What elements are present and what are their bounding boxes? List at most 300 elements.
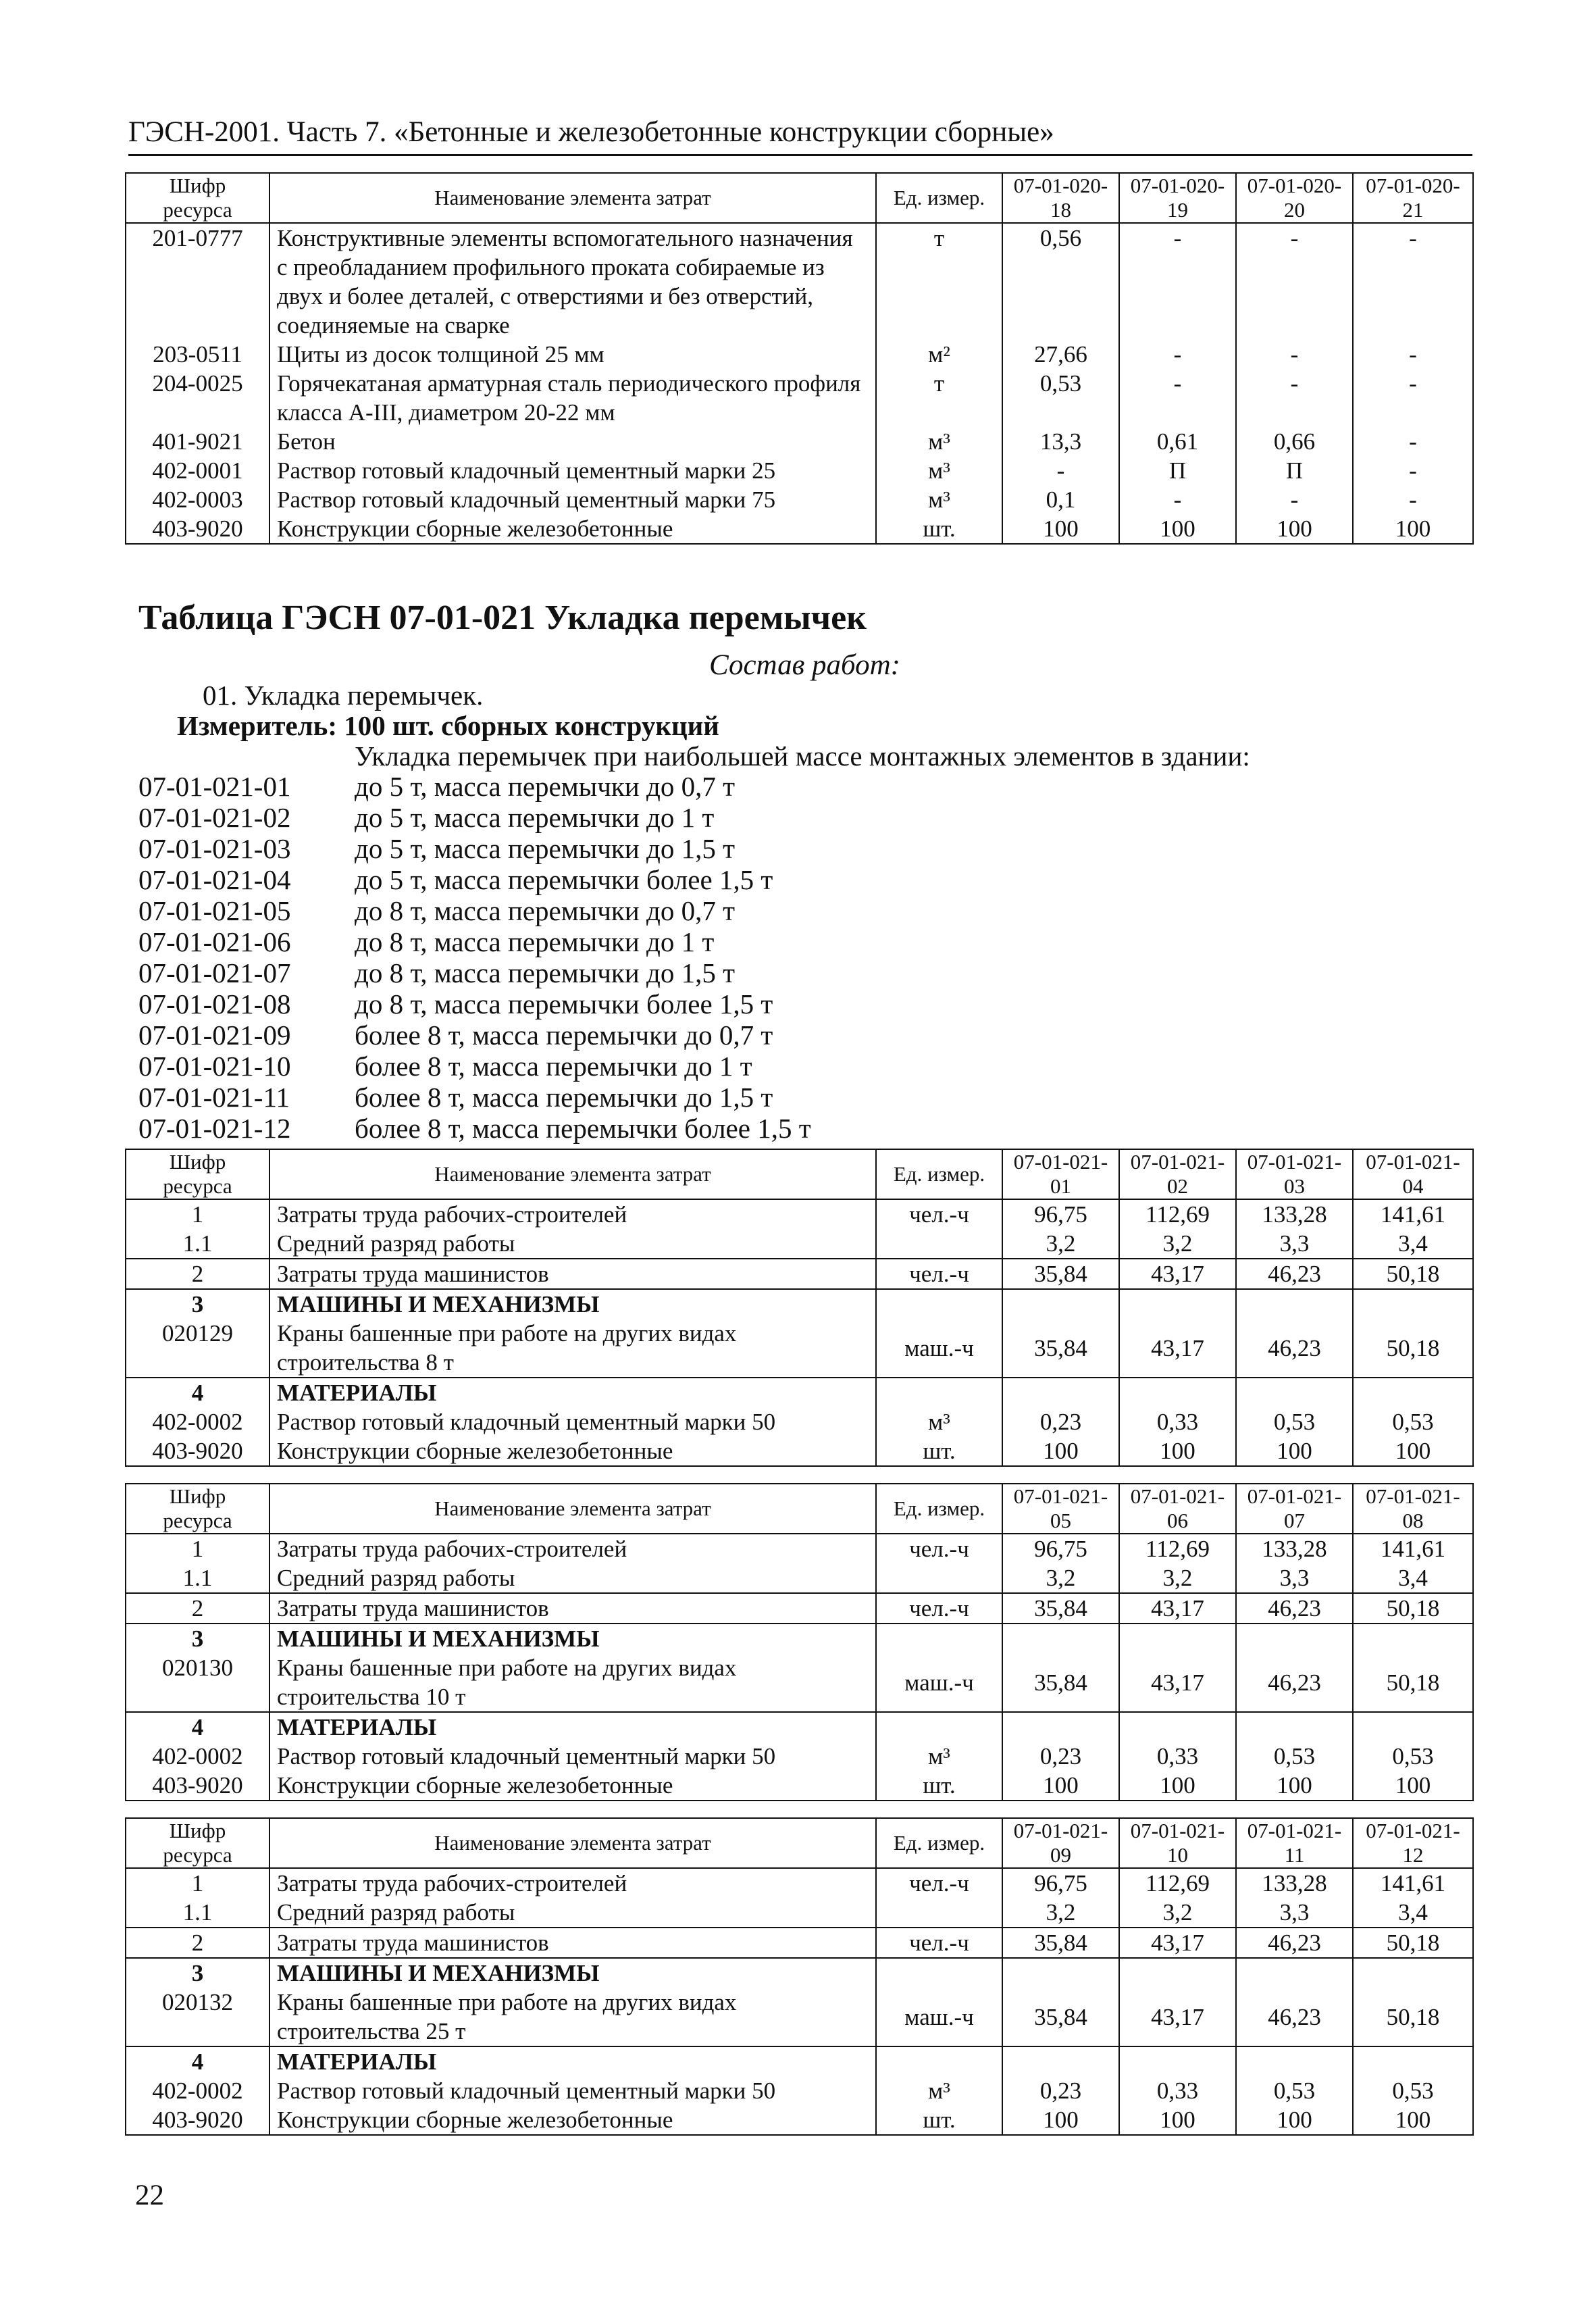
table-row — [126, 369, 1473, 427]
row-code: 4 — [126, 2046, 269, 2076]
row-name: Раствор готовый кладочный цементный марки 75 — [269, 485, 876, 514]
row-name: Краны башенные при работе на других видах строительства 8 т — [269, 1319, 876, 1378]
table-header-row — [126, 1149, 1473, 1199]
row-unit — [876, 2046, 1002, 2076]
row-code: 3 — [126, 1624, 269, 1653]
row-name: Конструкции сборные железобетонные — [269, 1771, 876, 1801]
list-item — [138, 770, 735, 803]
row-name: Раствор готовый кладочный цементный марки 50 — [269, 1407, 876, 1436]
row-unit — [876, 1229, 1002, 1259]
col-header-unit: Ед. измер. — [876, 1818, 1002, 1868]
col-header-variant: 07-01-021-05 — [1002, 1484, 1119, 1534]
row-value — [1002, 1712, 1119, 1742]
row-value: 3,2 — [1119, 1898, 1236, 1928]
row-value: 43,17 — [1119, 1259, 1236, 1289]
row-value: 96,75 — [1002, 1534, 1119, 1563]
row-name: Конструктивные элементы вспомогательного назначения с преобладанием профильного проката собираемые из двух и более деталей, с отверстиями и без отверстий, соединяемые на сварке — [269, 223, 876, 340]
table-row — [126, 1742, 1473, 1771]
row-name: Затраты труда рабочих-строителей — [269, 1199, 876, 1229]
row-name: Бетон — [269, 427, 876, 456]
row-value: 46,23 — [1236, 1259, 1353, 1289]
row-value — [1236, 1289, 1353, 1319]
row-value — [1353, 1378, 1473, 1407]
table-row — [126, 1259, 1473, 1289]
row-value: 100 — [1353, 514, 1473, 544]
row-value: 0,53 — [1353, 2076, 1473, 2105]
table-row — [126, 427, 1473, 456]
row-value: 141,61 — [1353, 1868, 1473, 1898]
row-value: 46,23 — [1236, 1653, 1353, 1712]
row-code: 401-9021 — [126, 427, 269, 456]
row-unit: т — [876, 223, 1002, 340]
col-header-code: Шифр ресурса — [126, 1818, 269, 1868]
col-header-unit: Ед. измер. — [876, 1149, 1002, 1199]
row-value: П — [1236, 456, 1353, 485]
row-unit — [876, 1289, 1002, 1319]
row-name: Средний разряд работы — [269, 1563, 876, 1593]
row-code: 3 — [126, 1289, 269, 1319]
row-code: 403-9020 — [126, 1771, 269, 1801]
row-value: 0,53 — [1002, 369, 1119, 427]
row-value: 46,23 — [1236, 1988, 1353, 2046]
row-value: 0,23 — [1002, 1742, 1119, 1771]
row-code: 201-0777 — [126, 223, 269, 340]
row-value: 100 — [1353, 1771, 1473, 1801]
variant-text: до 8 т, масса перемычки до 0,7 т — [355, 895, 735, 926]
row-value: - — [1119, 223, 1236, 340]
row-value: 50,18 — [1353, 1653, 1473, 1712]
col-header-name: Наименование элемента затрат — [269, 1818, 876, 1868]
row-value: 46,23 — [1236, 1928, 1353, 1958]
row-value — [1119, 2046, 1236, 2076]
work-item: 01. Укладка перемычек. — [203, 680, 484, 711]
variant-code: 07-01-021-05 — [138, 895, 291, 926]
row-code: 1 — [126, 1534, 269, 1563]
table-row — [126, 1928, 1473, 1958]
row-code: 203-0511 — [126, 340, 269, 369]
row-value: 100 — [1236, 1436, 1353, 1466]
list-item — [138, 832, 735, 865]
table-row — [126, 1868, 1473, 1898]
table-row — [126, 1436, 1473, 1466]
row-name: МАШИНЫ И МЕХАНИЗМЫ — [269, 1958, 876, 1988]
table-row — [126, 1771, 1473, 1801]
row-value — [1119, 1958, 1236, 1988]
row-value: 50,18 — [1353, 1988, 1473, 2046]
row-value: 43,17 — [1119, 1593, 1236, 1624]
variant-code: 07-01-021-11 — [138, 1082, 290, 1113]
variant-code: 07-01-021-07 — [138, 957, 291, 988]
row-value: 50,18 — [1353, 1259, 1473, 1289]
row-value — [1236, 1624, 1353, 1653]
variant-code: 07-01-021-02 — [138, 802, 291, 833]
row-value — [1119, 1712, 1236, 1742]
variant-code: 07-01-021-08 — [138, 988, 291, 1020]
row-value: 0,53 — [1353, 1742, 1473, 1771]
row-value: 0,33 — [1119, 2076, 1236, 2105]
resource-table-020 — [125, 172, 1474, 545]
col-header-variant: 07-01-021-11 — [1236, 1818, 1353, 1868]
row-value: 35,84 — [1002, 1593, 1119, 1624]
row-name: Краны башенные при работе на других видах строительства 25 т — [269, 1988, 876, 2046]
table-row — [126, 1319, 1473, 1378]
row-unit: шт. — [876, 514, 1002, 544]
row-value: - — [1353, 456, 1473, 485]
row-unit: чел.-ч — [876, 1534, 1002, 1563]
row-unit: м³ — [876, 1742, 1002, 1771]
row-code: 1.1 — [126, 1563, 269, 1593]
row-unit: шт. — [876, 1771, 1002, 1801]
row-value: 100 — [1236, 1771, 1353, 1801]
list-item — [138, 1081, 773, 1113]
variant-text: до 5 т, масса перемычки до 0,7 т — [355, 771, 735, 802]
section-row — [126, 1624, 1473, 1653]
row-name: Затраты труда рабочих-строителей — [269, 1534, 876, 1563]
row-unit: м³ — [876, 1407, 1002, 1436]
work-composition-label: Состав работ: — [709, 649, 900, 681]
table-row — [126, 1534, 1473, 1563]
table-row — [126, 1653, 1473, 1712]
table-row — [126, 2105, 1473, 2135]
row-value: - — [1236, 223, 1353, 340]
row-value: 35,84 — [1002, 1259, 1119, 1289]
row-unit: м³ — [876, 485, 1002, 514]
row-unit: чел.-ч — [876, 1928, 1002, 1958]
row-code: 1 — [126, 1199, 269, 1229]
row-value: 141,61 — [1353, 1534, 1473, 1563]
row-value — [1119, 1289, 1236, 1319]
col-header-variant: 07-01-021-06 — [1119, 1484, 1236, 1534]
col-header-variant: 07-01-020-18 — [1002, 173, 1119, 223]
row-name: Затраты труда машинистов — [269, 1593, 876, 1624]
col-header-variant: 07-01-021-07 — [1236, 1484, 1353, 1534]
row-value: 50,18 — [1353, 1593, 1473, 1624]
col-header-variant: 07-01-020-19 — [1119, 173, 1236, 223]
row-unit: м² — [876, 340, 1002, 369]
row-value: 35,84 — [1002, 1319, 1119, 1378]
row-value: 43,17 — [1119, 1988, 1236, 2046]
row-value: 3,2 — [1119, 1229, 1236, 1259]
row-value: - — [1353, 340, 1473, 369]
table-header-row — [126, 1818, 1473, 1868]
row-name: Средний разряд работы — [269, 1229, 876, 1259]
table-row — [126, 340, 1473, 369]
row-value: 100 — [1236, 514, 1353, 544]
col-header-variant: 07-01-021-01 — [1002, 1149, 1119, 1199]
row-code: 402-0002 — [126, 1742, 269, 1771]
running-header: ГЭСН-2001. Часть 7. «Бетонные и железобетонные конструкции сборные» — [128, 115, 1472, 156]
row-value — [1002, 1378, 1119, 1407]
row-value: 43,17 — [1119, 1653, 1236, 1712]
row-unit: м³ — [876, 2076, 1002, 2105]
row-value: 100 — [1002, 2105, 1119, 2135]
table-row — [126, 223, 1473, 340]
row-value: - — [1119, 485, 1236, 514]
row-value: 3,3 — [1236, 1229, 1353, 1259]
row-name: Конструкции сборные железобетонные — [269, 2105, 876, 2135]
section-row — [126, 1378, 1473, 1407]
row-code: 403-9020 — [126, 2105, 269, 2135]
norm-table-1 — [125, 1149, 1474, 1467]
row-value — [1002, 1289, 1119, 1319]
row-value — [1353, 1289, 1473, 1319]
table-header-row — [126, 1484, 1473, 1534]
row-name: МАТЕРИАЛЫ — [269, 1378, 876, 1407]
row-value — [1236, 1378, 1353, 1407]
row-unit — [876, 1378, 1002, 1407]
row-value: 100 — [1002, 1771, 1119, 1801]
row-name: Раствор готовый кладочный цементный марки 50 — [269, 1742, 876, 1771]
row-name: Конструкции сборные железобетонные — [269, 514, 876, 544]
row-value: 43,17 — [1119, 1928, 1236, 1958]
col-header-variant: 07-01-021-09 — [1002, 1818, 1119, 1868]
section-row — [126, 1958, 1473, 1988]
row-value — [1236, 2046, 1353, 2076]
row-value: 0,56 — [1002, 223, 1119, 340]
variant-text: более 8 т, масса перемычки более 1,5 т — [355, 1113, 811, 1144]
col-header-variant: 07-01-021-04 — [1353, 1149, 1473, 1199]
row-code: 402-0003 — [126, 485, 269, 514]
col-header-variant: 07-01-021-12 — [1353, 1818, 1473, 1868]
row-unit: т — [876, 369, 1002, 427]
row-value — [1353, 2046, 1473, 2076]
row-code: 402-0001 — [126, 456, 269, 485]
row-value: - — [1119, 369, 1236, 427]
row-value: 3,4 — [1353, 1563, 1473, 1593]
row-value: 112,69 — [1119, 1199, 1236, 1229]
row-value — [1002, 1624, 1119, 1653]
row-code: 403-9020 — [126, 1436, 269, 1466]
row-value — [1002, 1958, 1119, 1988]
list-item — [138, 1050, 752, 1082]
row-value: 141,61 — [1353, 1199, 1473, 1229]
row-value: 3,2 — [1002, 1229, 1119, 1259]
row-value: 112,69 — [1119, 1534, 1236, 1563]
row-code: 204-0025 — [126, 369, 269, 427]
variant-code: 07-01-021-12 — [138, 1113, 291, 1144]
row-value — [1236, 1958, 1353, 1988]
row-value: 0,53 — [1353, 1407, 1473, 1436]
row-value: 0,66 — [1236, 427, 1353, 456]
variant-text: более 8 т, масса перемычки до 1 т — [355, 1051, 752, 1082]
section-row — [126, 2046, 1473, 2076]
row-code: 020129 — [126, 1319, 269, 1378]
row-name: Раствор готовый кладочный цементный марки 50 — [269, 2076, 876, 2105]
row-value — [1353, 1712, 1473, 1742]
row-value: 0,61 — [1119, 427, 1236, 456]
row-value: - — [1236, 369, 1353, 427]
row-value: - — [1353, 485, 1473, 514]
row-unit — [876, 1563, 1002, 1593]
row-value — [1119, 1378, 1236, 1407]
row-value: 0,23 — [1002, 2076, 1119, 2105]
row-value: 3,2 — [1002, 1898, 1119, 1928]
row-value: 50,18 — [1353, 1928, 1473, 1958]
row-code: 1.1 — [126, 1898, 269, 1928]
variant-code: 07-01-021-10 — [138, 1051, 291, 1082]
section-row — [126, 1712, 1473, 1742]
table-row — [126, 2076, 1473, 2105]
row-unit: шт. — [876, 1436, 1002, 1466]
row-value: 100 — [1353, 1436, 1473, 1466]
table-row — [126, 456, 1473, 485]
row-value: - — [1353, 369, 1473, 427]
row-code: 402-0002 — [126, 2076, 269, 2105]
variant-text: до 5 т, масса перемычки до 1 т — [355, 802, 715, 833]
row-name: Щиты из досок толщиной 25 мм — [269, 340, 876, 369]
table-row — [126, 1898, 1473, 1928]
col-header-variant: 07-01-020-20 — [1236, 173, 1353, 223]
row-value: 35,84 — [1002, 1928, 1119, 1958]
row-value: - — [1236, 340, 1353, 369]
row-value: 35,84 — [1002, 1988, 1119, 2046]
row-value: 100 — [1119, 2105, 1236, 2135]
row-name: МАШИНЫ И МЕХАНИЗМЫ — [269, 1624, 876, 1653]
row-code: 2 — [126, 1593, 269, 1624]
col-header-variant: 07-01-021-03 — [1236, 1149, 1353, 1199]
row-value: 35,84 — [1002, 1653, 1119, 1712]
col-header-variant: 07-01-020-21 — [1353, 173, 1473, 223]
row-value — [1353, 1958, 1473, 1988]
row-value: 3,3 — [1236, 1898, 1353, 1928]
row-code: 402-0002 — [126, 1407, 269, 1436]
list-item — [138, 863, 773, 896]
col-header-variant: 07-01-021-08 — [1353, 1484, 1473, 1534]
row-value: 96,75 — [1002, 1199, 1119, 1229]
row-value: 3,4 — [1353, 1898, 1473, 1928]
table-row — [126, 1407, 1473, 1436]
row-value — [1353, 1624, 1473, 1653]
row-unit — [876, 1958, 1002, 1988]
variant-code: 07-01-021-04 — [138, 864, 291, 895]
row-value: 0,33 — [1119, 1742, 1236, 1771]
row-value: 0,33 — [1119, 1407, 1236, 1436]
row-value: 50,18 — [1353, 1319, 1473, 1378]
row-value: 3,4 — [1353, 1229, 1473, 1259]
row-name: Затраты труда машинистов — [269, 1259, 876, 1289]
row-value: 0,23 — [1002, 1407, 1119, 1436]
variant-code: 07-01-021-03 — [138, 833, 291, 864]
table-row — [126, 1199, 1473, 1229]
row-value: 0,53 — [1236, 1407, 1353, 1436]
col-header-unit: Ед. измер. — [876, 173, 1002, 223]
row-value: 112,69 — [1119, 1868, 1236, 1898]
row-name: Раствор готовый кладочный цементный марки 25 — [269, 456, 876, 485]
col-header-code: Шифр ресурса — [126, 1149, 269, 1199]
row-code: 4 — [126, 1378, 269, 1407]
variant-code: 07-01-021-01 — [138, 771, 291, 802]
intro-line: Укладка перемычек при наибольшей массе монтажных элементов в здании: — [355, 740, 1250, 772]
table-row — [126, 1988, 1473, 2046]
list-item — [138, 895, 735, 927]
row-value: 3,3 — [1236, 1563, 1353, 1593]
list-item — [138, 988, 773, 1020]
row-unit — [876, 1712, 1002, 1742]
section-row — [126, 1289, 1473, 1319]
row-value: 100 — [1002, 1436, 1119, 1466]
row-name: Краны башенные при работе на других видах строительства 10 т — [269, 1653, 876, 1712]
row-value: 100 — [1119, 1436, 1236, 1466]
row-code: 2 — [126, 1259, 269, 1289]
row-code: 020132 — [126, 1988, 269, 2046]
norm-table-2 — [125, 1483, 1474, 1801]
row-unit: маш.-ч — [876, 1653, 1002, 1712]
norm-table-3 — [125, 1817, 1474, 2136]
row-value: 0,1 — [1002, 485, 1119, 514]
table-row — [126, 1593, 1473, 1624]
row-value: 46,23 — [1236, 1593, 1353, 1624]
row-value — [1236, 1712, 1353, 1742]
row-unit — [876, 1898, 1002, 1928]
row-code: 4 — [126, 1712, 269, 1742]
page-number: 22 — [135, 2180, 164, 2211]
table-row — [126, 1563, 1473, 1593]
row-value: 133,28 — [1236, 1868, 1353, 1898]
row-name: Конструкции сборные железобетонные — [269, 1436, 876, 1466]
row-value: - — [1353, 223, 1473, 340]
row-name: Затраты труда машинистов — [269, 1928, 876, 1958]
row-value: 0,53 — [1236, 1742, 1353, 1771]
row-unit — [876, 1624, 1002, 1653]
table-title: Таблица ГЭСН 07-01-021 Укладка перемычек — [138, 599, 867, 637]
row-code: 1 — [126, 1868, 269, 1898]
row-unit: м³ — [876, 427, 1002, 456]
meter-line: Измеритель: 100 шт. сборных конструкций — [177, 710, 719, 741]
row-name: МАТЕРИАЛЫ — [269, 2046, 876, 2076]
row-value: - — [1002, 456, 1119, 485]
col-header-code: Шифр ресурса — [126, 1484, 269, 1534]
row-unit: маш.-ч — [876, 1319, 1002, 1378]
table-row — [126, 1229, 1473, 1259]
row-value: 100 — [1002, 514, 1119, 544]
row-value: 100 — [1119, 514, 1236, 544]
col-header-code: Шифр ресурса — [126, 173, 269, 223]
variant-text: более 8 т, масса перемычки до 1,5 т — [355, 1082, 773, 1113]
table-header-row — [126, 173, 1473, 223]
row-name: Затраты труда рабочих-строителей — [269, 1868, 876, 1898]
row-name: Средний разряд работы — [269, 1898, 876, 1928]
row-unit: чел.-ч — [876, 1259, 1002, 1289]
table-row — [126, 485, 1473, 514]
row-value: 100 — [1119, 1771, 1236, 1801]
row-unit: чел.-ч — [876, 1199, 1002, 1229]
row-value: - — [1236, 485, 1353, 514]
variant-code: 07-01-021-06 — [138, 926, 291, 957]
row-value: 13,3 — [1002, 427, 1119, 456]
col-header-variant: 07-01-021-02 — [1119, 1149, 1236, 1199]
variant-text: более 8 т, масса перемычки до 0,7 т — [355, 1020, 773, 1051]
row-value: - — [1119, 340, 1236, 369]
row-name: Горячекатаная арматурная сталь периодического профиля класса А-III, диаметром 20-22 мм — [269, 369, 876, 427]
row-value — [1002, 2046, 1119, 2076]
row-value: П — [1119, 456, 1236, 485]
list-item — [138, 1019, 773, 1051]
row-value: - — [1353, 427, 1473, 456]
col-header-variant: 07-01-021-10 — [1119, 1818, 1236, 1868]
row-code: 2 — [126, 1928, 269, 1958]
list-item — [138, 926, 714, 958]
row-unit: шт. — [876, 2105, 1002, 2135]
list-item — [138, 801, 714, 834]
variant-code: 07-01-021-09 — [138, 1020, 291, 1051]
row-value: 0,53 — [1236, 2076, 1353, 2105]
row-value: 3,2 — [1002, 1563, 1119, 1593]
row-unit: чел.-ч — [876, 1593, 1002, 1624]
row-value: 133,28 — [1236, 1534, 1353, 1563]
row-code: 020130 — [126, 1653, 269, 1712]
col-header-name: Наименование элемента затрат — [269, 1149, 876, 1199]
col-header-name: Наименование элемента затрат — [269, 173, 876, 223]
